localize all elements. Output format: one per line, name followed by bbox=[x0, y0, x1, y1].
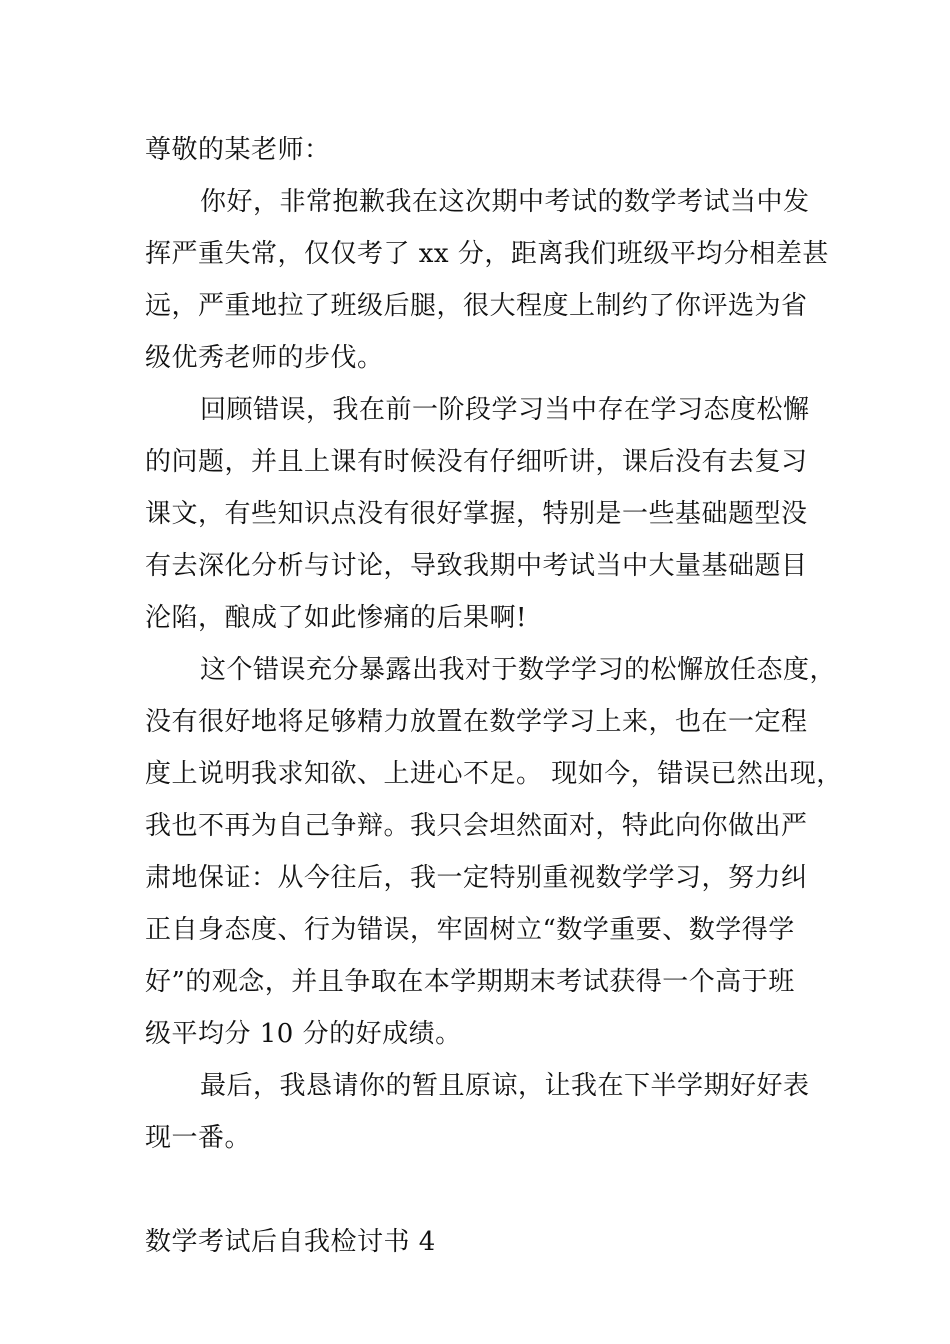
paragraph-2-line-1: 回顾错误，我在前一阶段学习当中存在学习态度松懈 bbox=[200, 395, 810, 425]
section-heading: 数学考试后自我检讨书 4 bbox=[145, 1227, 436, 1257]
paragraph-3-line-2: 没有很好地将足够精力放置在数学学习上来，也在一定程 bbox=[145, 707, 808, 737]
paragraph-4-line-2: 现一番。 bbox=[145, 1123, 252, 1153]
paragraph-3-line-6: 正自身态度、行为错误，牢固树立“数学重要、数学得学 bbox=[145, 915, 795, 945]
paragraph-2-line-3: 课文，有些知识点没有很好掌握，特别是一些基础题型没 bbox=[145, 499, 808, 529]
paragraph-1-line-3: 远，严重地拉了班级后腿，很大程度上制约了你评选为省 bbox=[145, 291, 808, 321]
paragraph-3-line-7: 好”的观念，并且争取在本学期期末考试获得一个高于班 bbox=[145, 967, 795, 997]
paragraph-4-line-1: 最后，我恳请你的暂且原谅，让我在下半学期好好表 bbox=[200, 1071, 810, 1101]
paragraph-3-line-5: 肃地保证：从今往后，我一定特别重视数学学习，努力纠 bbox=[145, 863, 808, 893]
paragraph-3-line-4: 我也不再为自己争辩。我只会坦然面对，特此向你做出严 bbox=[145, 811, 808, 841]
paragraph-1-line-2: 挥严重失常，仅仅考了 xx 分，距离我们班级平均分相差甚 bbox=[145, 239, 829, 269]
paragraph-2-line-4: 有去深化分析与讨论，导致我期中考试当中大量基础题目 bbox=[145, 551, 808, 581]
paragraph-2-line-2: 的问题，并且上课有时候没有仔细听讲，课后没有去复习 bbox=[145, 447, 808, 477]
paragraph-3-line-1: 这个错误充分暴露出我对于数学学习的松懈放任态度， bbox=[200, 655, 837, 685]
paragraph-1-line-4: 级优秀老师的步伐。 bbox=[145, 343, 384, 373]
paragraph-2-line-5: 沦陷，酿成了如此惨痛的后果啊! bbox=[145, 603, 527, 633]
salutation: 尊敬的某老师： bbox=[145, 135, 331, 165]
paragraph-3-line-3: 度上说明我求知欲、上进心不足。 现如今，错误已然出现， bbox=[145, 759, 843, 789]
paragraph-1-line-1: 你好，非常抱歉我在这次期中考试的数学考试当中发 bbox=[200, 187, 810, 217]
paragraph-3-line-8: 级平均分 10 分的好成绩。 bbox=[145, 1019, 462, 1049]
